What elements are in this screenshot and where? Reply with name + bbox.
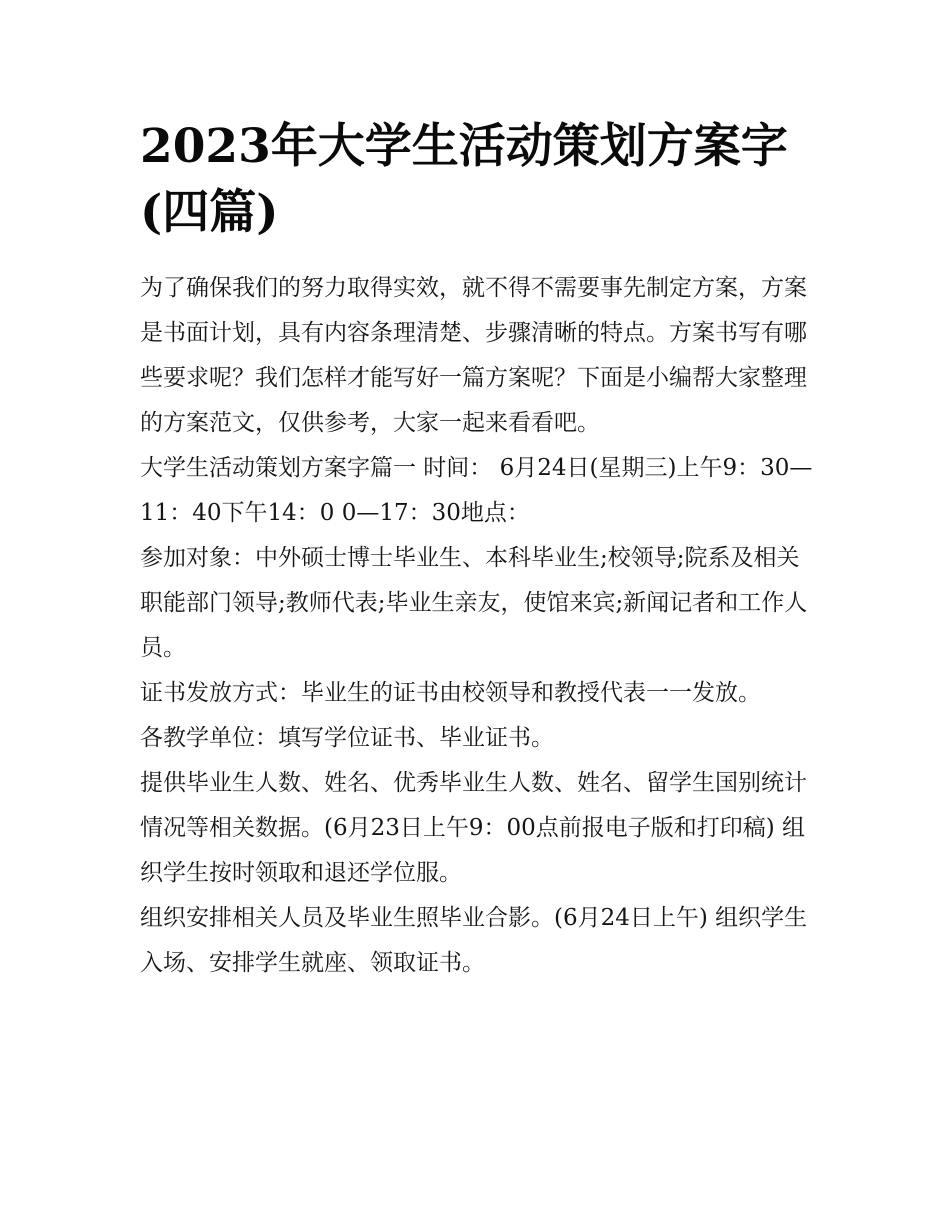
- paragraph-teaching-units: 各教学单位：填写学位证书、毕业证书。: [140, 725, 554, 751]
- paragraph-intro: 为了确保我们的努力取得实效，就不得不需要事先制定方案，方案是书面计划，具有内容条理清楚、步骤清晰的特点。方案书写有哪些要求呢？我们怎样才能写好一篇方案呢？下面是小编帮大家整理的方案范文，仅供参考，大家一起来看看吧。: [140, 275, 807, 436]
- paragraph-list: [140, 266, 820, 986]
- paragraph-group-photo: 组织安排相关人员及毕业生照毕业合影。(6月24日上午) 组织学生入场、安排学生就座、领取证书。: [140, 905, 808, 976]
- paragraph-data-submission: 提供毕业生人数、姓名、优秀毕业生人数、姓名、留学生国别统计情况等相关数据。(6月23日上午9：00点前报电子版和打印稿) 组织学生按时领取和退还学位服。: [140, 770, 807, 886]
- paragraph-certificate-method: 证书发放方式：毕业生的证书由校领导和教授代表一一发放。: [140, 680, 761, 706]
- paragraph-time-location: 大学生活动策划方案字篇一 时间： 6月24日(星期三)上午9：30—11：40下午14：0 0—17：30地点：: [140, 455, 813, 526]
- paragraph-participants: 参加对象：中外硕士博士毕业生、本科毕业生;校领导;院系及相关职能部门领导;教师代表;毕业生亲友，使馆来宾;新闻记者和工作人员。: [140, 545, 808, 661]
- document-body: [140, 114, 820, 986]
- document-title: 2023年大学生活动策划方案字(四篇): [140, 119, 788, 240]
